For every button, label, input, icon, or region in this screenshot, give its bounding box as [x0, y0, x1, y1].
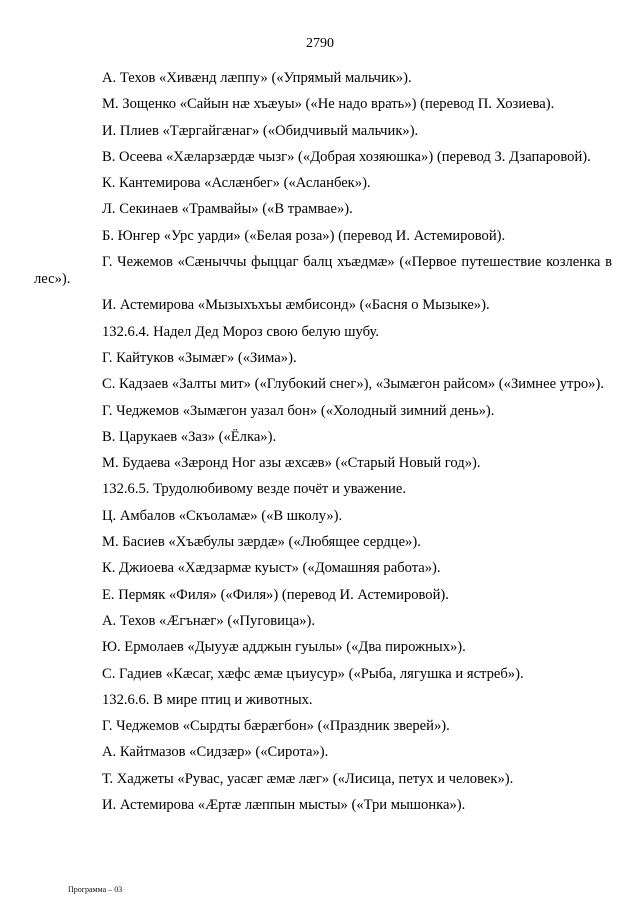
list-item: Б. Юнгер «Урс уарди» («Белая роза») (перевод И. Астемировой).: [102, 227, 506, 244]
list-item: Е. Пермяк «Филя» («Филя») (перевод И. Астемировой).: [102, 586, 449, 603]
list-item: И. Астемирова «Мызыхъхъы æмбисонд» («Басня о Мызыке»).: [102, 297, 490, 314]
list-item: Ц. Амбалов «Скъоламæ» («В школу»).: [102, 507, 343, 524]
list-item: Л. Секинаев «Трамвайы» («В трамвае»).: [102, 201, 353, 218]
list-item: И. Астемирова «Æртæ лæппын мысты» («Три мышонка»).: [102, 797, 466, 814]
list-item: М. Зощенко «Сайын нæ хъæуы» («Не надо врать») (перевод П. Хозиева).: [102, 96, 555, 113]
list-item: Г. Чеджемов «Сырдты бæрæгбон» («Праздник зверей»).: [102, 718, 450, 735]
page-footer: Программа – 03: [68, 885, 123, 894]
section-heading: 132.6.4. Надел Дед Мороз свою белую шубу.: [102, 323, 379, 340]
list-item: А. Техов «Хивæнд лæппу» («Упрямый мальчик»).: [102, 70, 412, 86]
document-body: [34, 70, 612, 823]
list-item: Г. Чеджемов «Зымæгон уазал бон» («Холодный зимний день»).: [102, 402, 495, 419]
list-item: В. Царукаев «Заз» («Ёлка»).: [102, 428, 277, 445]
list-item: А. Кайтмазов «Сидзæр» («Сирота»).: [102, 744, 329, 761]
list-item: А. Техов «Æгънæг» («Пуговица»).: [102, 612, 316, 629]
list-item: К. Кантемирова «Аслæнбег» («Асланбек»).: [102, 175, 371, 192]
list-item: И. Плиев «Тæргайгæнаг» («Обидчивый мальчик»).: [102, 122, 419, 139]
list-item: С. Гадиев «Кæсаг, хæфс æмæ цъиусур» («Рыба, лягушка и ястреб»).: [102, 665, 524, 682]
list-item: Ю. Ермолаев «Дыууæ адджын гуылы» («Два пирожных»).: [102, 639, 466, 656]
list-item: М. Басиев «Хъæбулы зæрдæ» («Любящее сердце»).: [102, 534, 421, 551]
page-number: 2790: [306, 36, 334, 51]
list-item: С. Кадзаев «Залты мит» («Глубокий снег»), «Зымæгон райсом» («Зимнее утро»).: [102, 376, 604, 393]
list-item: Г. Кайтуков «Зымæг» («Зима»).: [102, 349, 297, 366]
section-heading: 132.6.5. Трудолюбивому везде почёт и уважение.: [102, 481, 406, 498]
list-item: Г. Чежемов «Сæныччы фыццаг балц хъæдмæ» («Первое путешествие козленка в лес»).: [34, 254, 612, 288]
section-heading: 132.6.6. В мире птиц и животных.: [102, 691, 313, 708]
list-item: Т. Хаджеты «Рувас, уасæг æмæ лæг» («Лисица, петух и человек»).: [102, 770, 514, 787]
list-item: В. Осеева «Хæларзæрдæ чызг» («Добрая хозяюшка») (перевод З. Дзапаровой).: [102, 148, 591, 165]
list-item: М. Будаева «Зæронд Ног азы æхсæв» («Старый Новый год»).: [102, 455, 481, 472]
list-item: К. Джиоева «Хæдзармæ куыст» («Домашняя работа»).: [102, 560, 441, 577]
